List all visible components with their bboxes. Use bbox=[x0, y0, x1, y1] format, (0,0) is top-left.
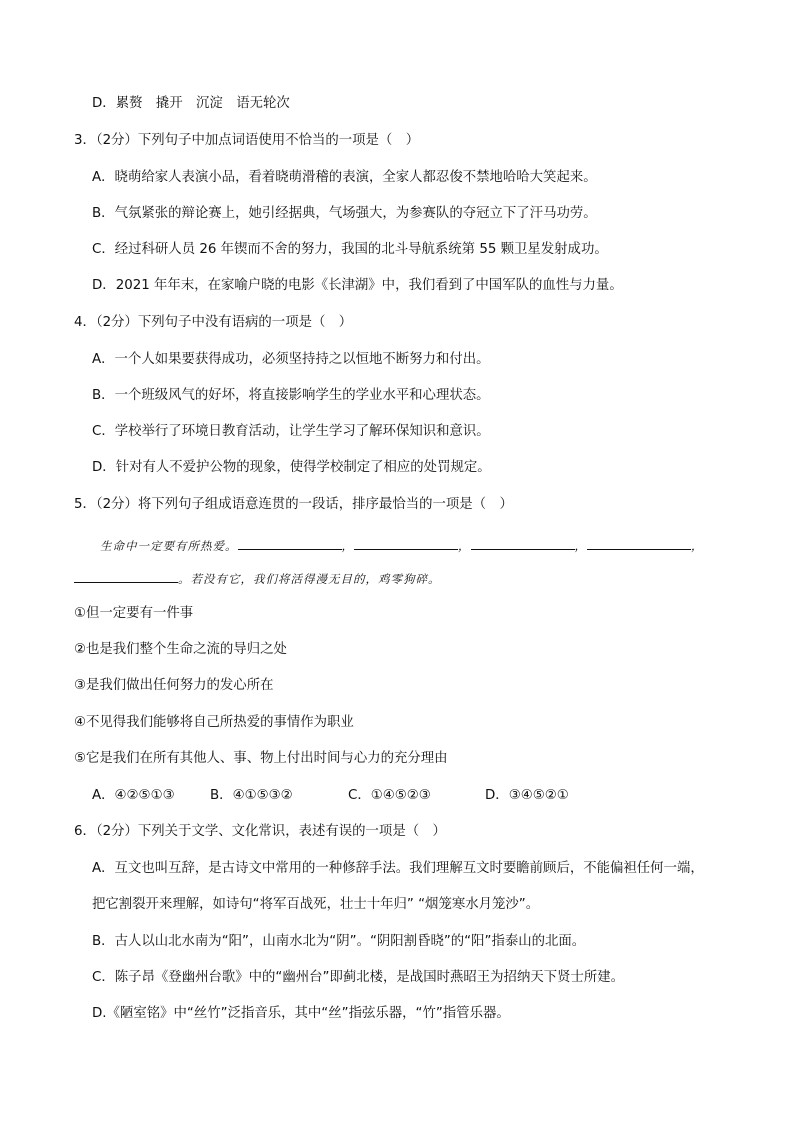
q6-stem: 6．（2分）下列关于文学、文化常识，表述有误的一项是（ ） bbox=[74, 824, 446, 839]
q5-sentence-3: ③是我们做出任何努力的发心所在 bbox=[74, 678, 274, 693]
q3-option-a: A．晓萌给家人表演小品，看着晓萌滑稽的表演，全家人都忍俊不禁地哈哈大笑起来。 bbox=[92, 170, 597, 185]
q2-option-d: D．累赘 撬开 沉淀 语无轮次 bbox=[92, 96, 290, 111]
q6-option-c: C．陈子昂《登幽州台歌》中的“幽州台”即蓟北楼，是战国时燕昭王为招纳天下贤士所建。 bbox=[92, 970, 625, 985]
q5-blank-3 bbox=[471, 535, 575, 550]
q5-blank-5 bbox=[74, 568, 178, 583]
q5-answer-c: C．①④⑤②③ bbox=[348, 788, 431, 803]
q5-answer-a: A．④②⑤①③ bbox=[92, 788, 175, 803]
q3-option-b: B．气氛紧张的辩论赛上，她引经据典，气场强大，为参赛队的夺冠立下了汗马功劳。 bbox=[92, 206, 597, 221]
q5-sentence-1: ①但一定要有一件事 bbox=[74, 606, 194, 621]
q6-option-a-line2: 把它割裂开来理解，如诗句“将军百战死，壮士十年归” “烟笼寒水月笼沙”。 bbox=[92, 897, 540, 912]
q4-option-b: B．一个班级风气的好坏，将直接影响学生的学业水平和心理状态。 bbox=[92, 388, 490, 403]
q5-passage-end: 。若没有它，我们将活得漫无目的，鸡零狗碎。 bbox=[178, 572, 441, 586]
q3-option-c: C．经过科研人员 26 年锲而不舍的努力，我国的北斗导航系统第 55 颗卫星发射成功。 bbox=[92, 242, 608, 257]
q5-passage-line2 bbox=[74, 568, 441, 589]
q5-stem: 5．（2分）将下列句子组成语意连贯的一段话，排序最恰当的一项是（ ） bbox=[74, 497, 513, 512]
q3-option-d: D．2021 年年末，在家喻户晓的电影《长津湖》中，我们看到了中国军队的血性与力量。 bbox=[92, 278, 623, 293]
q5-blank-1 bbox=[238, 535, 342, 550]
q4-option-c: C．学校举行了环境日教育活动，让学生学习了解环保知识和意识。 bbox=[92, 424, 490, 439]
q4-stem: 4．（2分）下列句子中没有语病的一项是（ ） bbox=[74, 315, 353, 330]
q5-passage-start: 生命中一定要有所热爱。 bbox=[100, 539, 238, 553]
q6-option-d: D.《陋室铭》中“丝竹”泛指音乐，其中“丝”指弦乐器，“竹”指管乐器。 bbox=[92, 1006, 510, 1021]
q3-stem: 3．（2分）下列句子中加点词语使用不恰当的一项是（ ） bbox=[74, 133, 420, 148]
q5-answer-b: B．④①⑤③② bbox=[210, 788, 293, 803]
q5-passage-line1: 生命中一定要有所热爱。 ， ， ， ， bbox=[100, 535, 704, 556]
q5-answer-d: D．③④⑤②① bbox=[485, 788, 569, 803]
q5-blank-2 bbox=[354, 535, 458, 550]
q5-blank-4 bbox=[587, 535, 691, 550]
q4-option-d: D．针对有人不爱护公物的现象，使得学校制定了相应的处罚规定。 bbox=[92, 460, 491, 475]
q5-sentence-5: ⑤它是我们在所有其他人、事、物上付出时间与心力的充分理由 bbox=[74, 751, 448, 766]
q4-option-a: A．一个人如果要获得成功，必须坚持持之以恒地不断努力和付出。 bbox=[92, 352, 490, 367]
q5-sentence-4: ④不见得我们能够将自己所热爱的事情作为职业 bbox=[74, 715, 354, 730]
q5-sentence-2: ②也是我们整个生命之流的导归之处 bbox=[74, 642, 287, 657]
q6-option-b: B．古人以山北水南为“阳”，山南水北为“阴”。“阴阳割昏晓”的“阳”指泰山的北面。 bbox=[92, 934, 586, 949]
q6-option-a-line1: A．互文也叫互辞，是古诗文中常用的一种修辞手法。我们理解互文时要瞻前顾后，不能偏袒任何一端， bbox=[92, 861, 704, 876]
